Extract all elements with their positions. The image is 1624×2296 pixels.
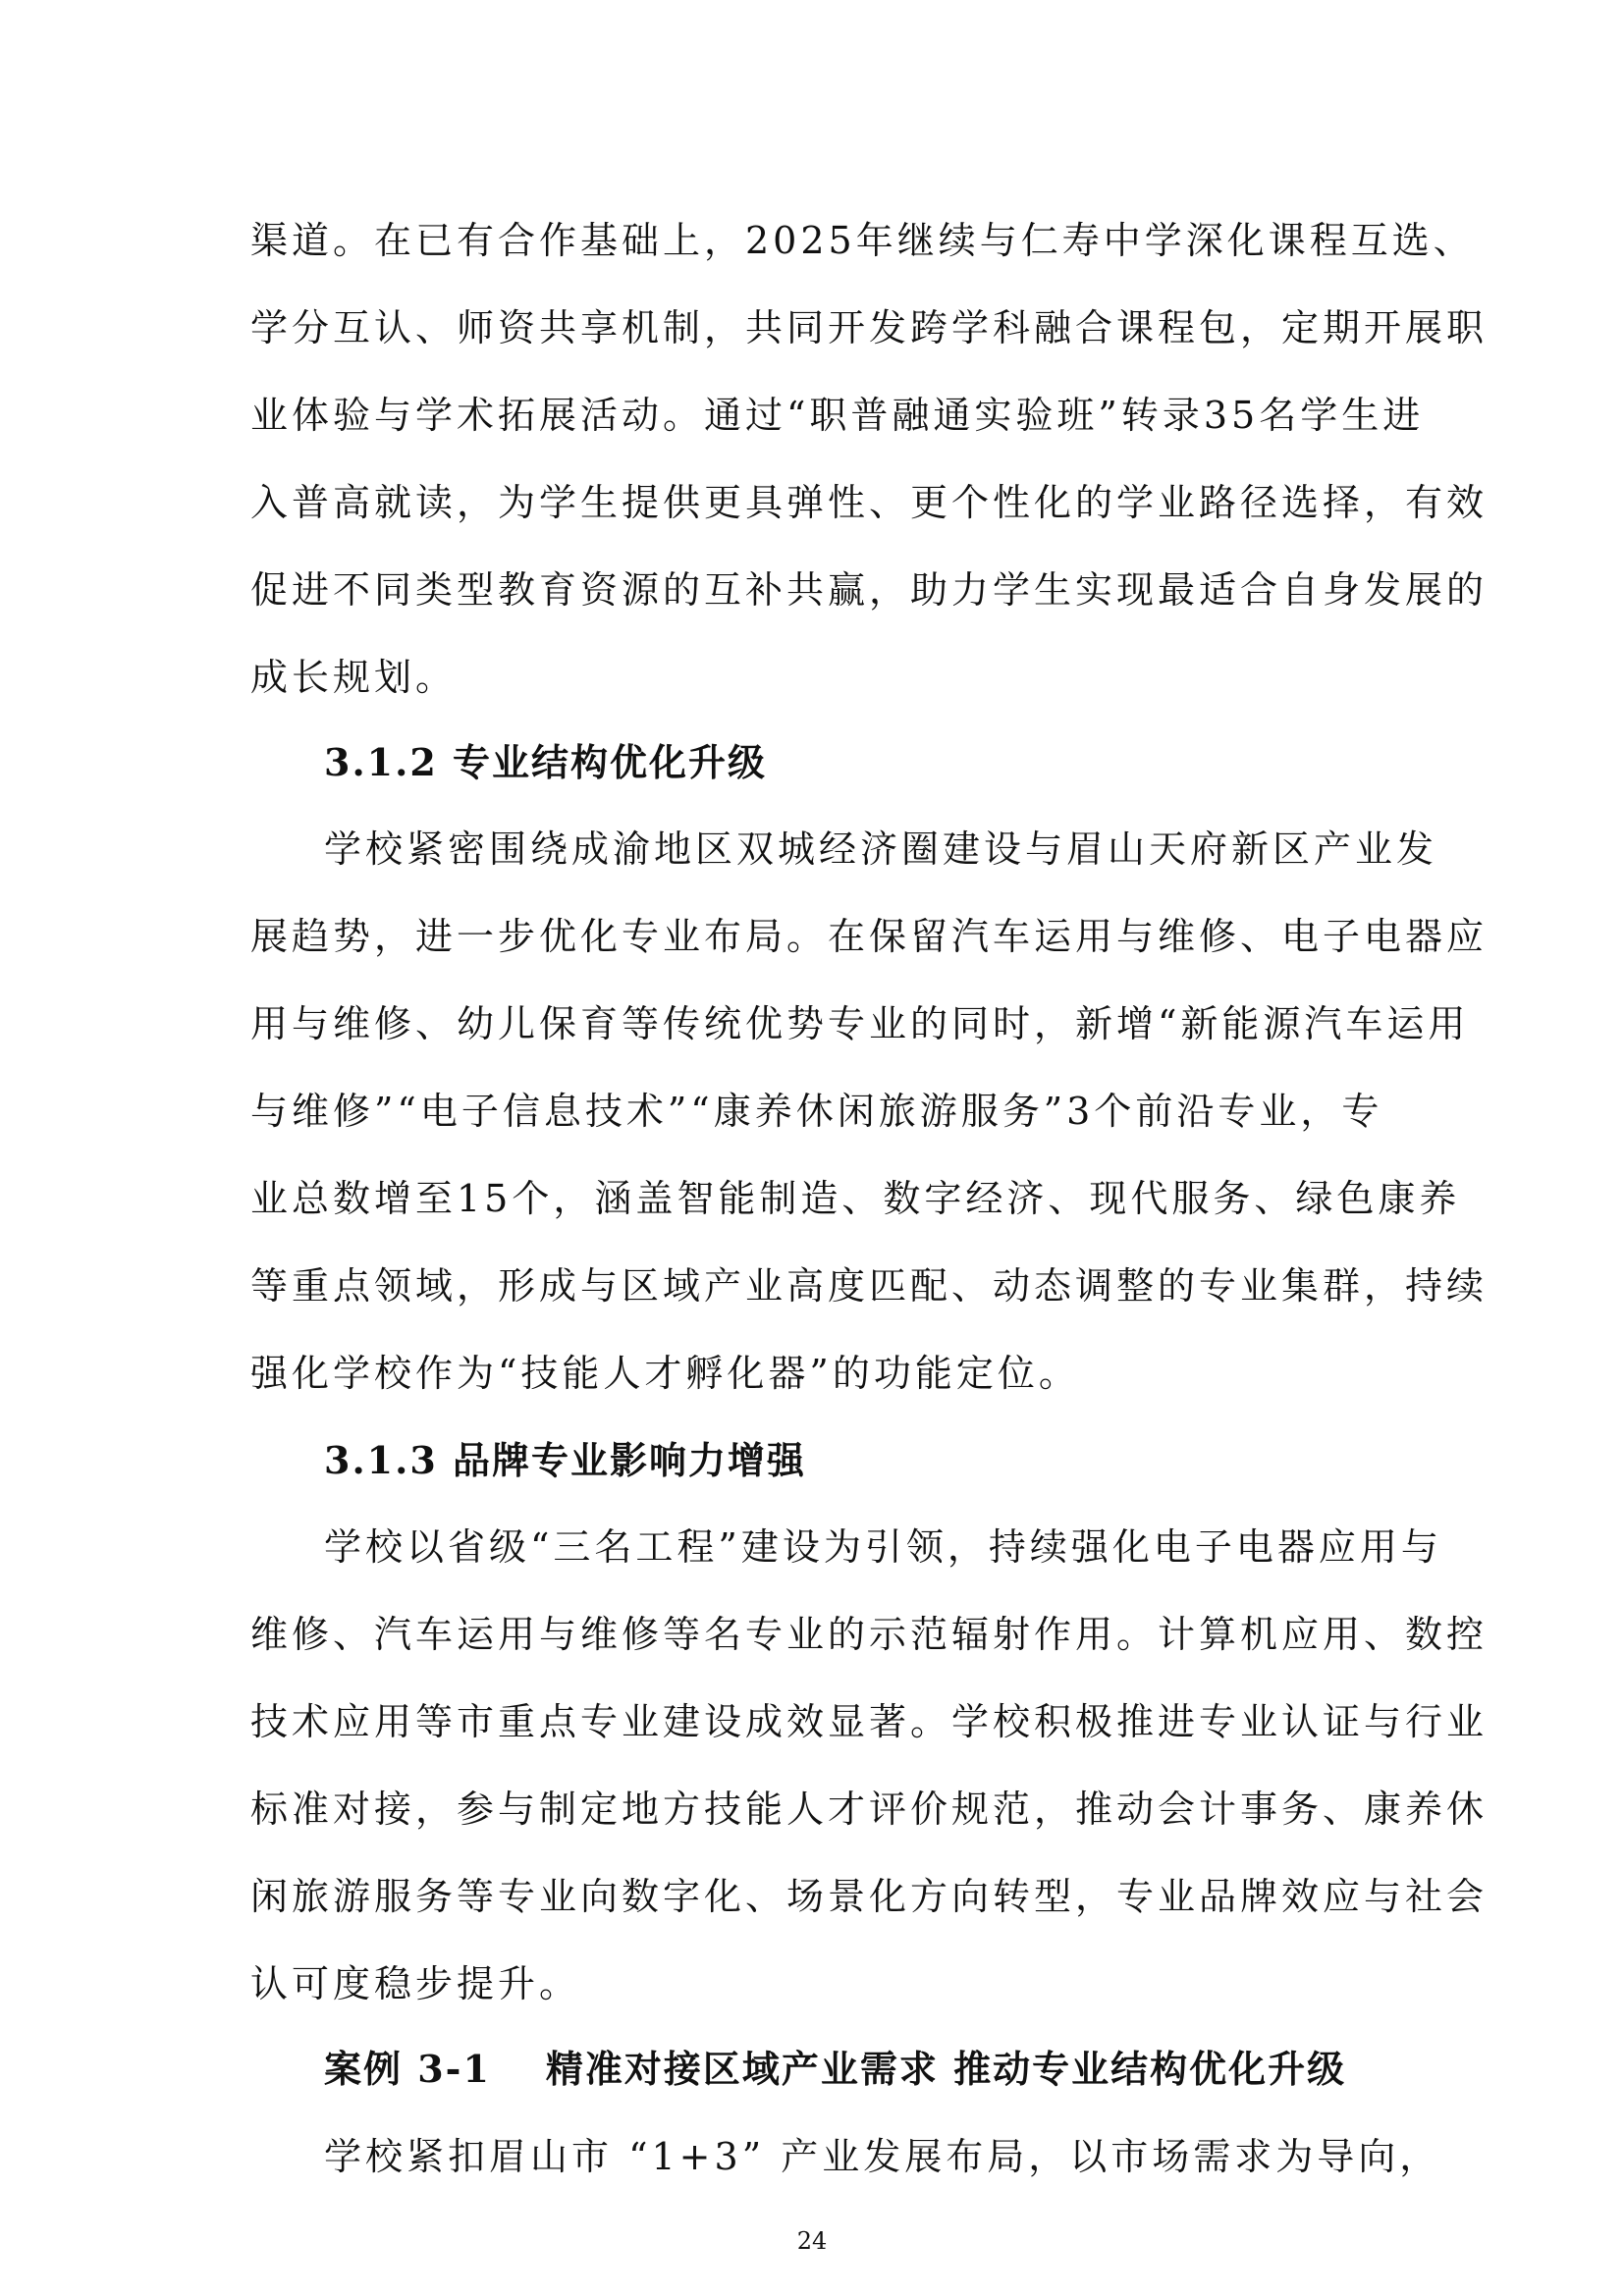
paragraph-line: 学校紧扣眉山市 “1+3” 产业发展布局，以市场需求为导向， xyxy=(324,2135,1441,2178)
paragraph-line: 学校紧密围绕成渝地区双城经济圈建设与眉山天府新区产业发 xyxy=(324,828,1438,871)
paragraph-line: 业总数增至15个，涵盖智能制造、数字经济、现代服务、绿色康养 xyxy=(250,1177,1461,1220)
section-heading: 3.1.2 专业结构优化升级 xyxy=(324,740,768,784)
paragraph-line: 等重点领域，形成与区域产业高度匹配、动态调整的专业集群，持续 xyxy=(250,1264,1489,1308)
paragraph-line: 渠道。在已有合作基础上，2025年继续与仁寿中学深化课程互选、 xyxy=(250,219,1475,262)
paragraph-line: 入普高就读，为学生提供更具弹性、更个性化的学业路径选择，有效 xyxy=(250,481,1489,524)
case-label: 案例 3-1 xyxy=(324,2047,491,2091)
section-heading: 3.1.3 品牌专业影响力增强 xyxy=(324,1438,807,1482)
paragraph-line: 学分互认、师资共享机制，共同开发跨学科融合课程包，定期开展职 xyxy=(250,306,1489,349)
paragraph-line: 标准对接，参与制定地方技能人才评价规范，推动会计事务、康养休 xyxy=(250,1788,1489,1831)
paragraph-line: 用与维修、幼儿保育等传统优势专业的同时，新增“新能源汽车运用 xyxy=(250,1002,1470,1045)
paragraph-line: 成长规划。 xyxy=(250,656,458,699)
paragraph-line: 技术应用等市重点专业建设成效显著。学校积极推进专业认证与行业 xyxy=(250,1700,1489,1743)
case-title: 精准对接区域产业需求 推动专业结构优化升级 xyxy=(545,2047,1347,2091)
page-number: 24 xyxy=(796,2227,828,2255)
paragraph-line: 业体验与学术拓展活动。通过“职普融通实验班”转录35名学生进 xyxy=(250,394,1425,437)
paragraph-line: 强化学校作为“技能人才孵化器”的功能定位。 xyxy=(250,1352,1080,1395)
case-heading xyxy=(324,2045,1346,2094)
paragraph-line: 展趋势，进一步优化专业布局。在保留汽车运用与维修、电子电器应 xyxy=(250,915,1489,958)
paragraph-line: 与维修”“电子信息技术”“康养休闲旅游服务”3个前沿专业，专 xyxy=(250,1090,1383,1133)
paragraph-line: 促进不同类型教育资源的互补共赢，助力学生实现最适合自身发展的 xyxy=(250,568,1489,612)
paragraph-line: 认可度稳步提升。 xyxy=(250,1962,581,2005)
paragraph-line: 维修、汽车运用与维修等名专业的示范辐射作用。计算机应用、数控 xyxy=(250,1613,1489,1656)
paragraph-line: 闲旅游服务等专业向数字化、场景化方向转型，专业品牌效应与社会 xyxy=(250,1875,1489,1918)
paragraph-line: 学校以省级“三名工程”建设为引领，持续强化电子电器应用与 xyxy=(324,1525,1442,1569)
